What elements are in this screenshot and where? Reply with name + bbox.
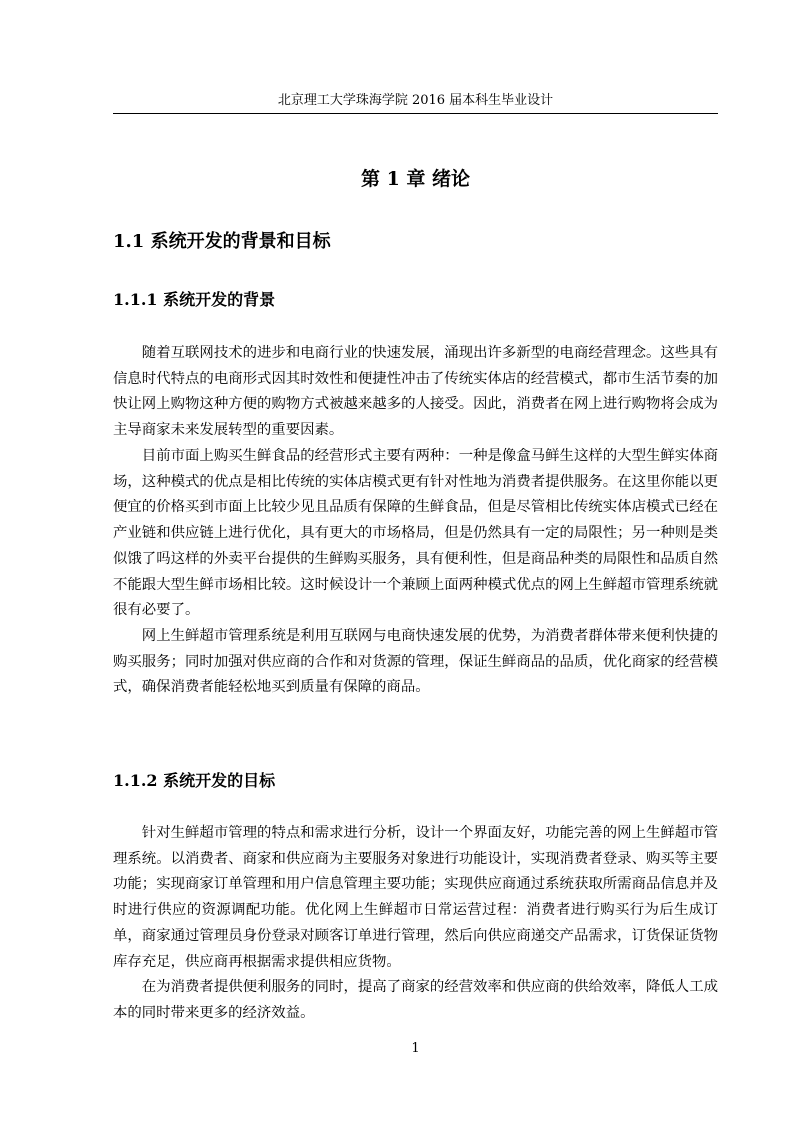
section-heading-1-1: 1.1 系统开发的背景和目标 [113, 231, 331, 252]
section-heading-1-1-1: 1.1.1 系统开发的背景 [113, 290, 276, 309]
chapter-title: 第 1 章 绪论 [360, 168, 471, 190]
page-number: 1 [411, 1041, 420, 1056]
paragraph-background-1: 随着互联网技术的进步和电商行业的快速发展，涌现出许多新型的电商经营理念。这些具有信息时代特点的电商形式因其时效性和便捷性冲击了传统实体店的经营模式，都市生活节奏的加快让网上购物这种方便的购物方式被越来越多的人接受。因此，消费者在网上进行购物将会成为主导商家未来发展转型的重要因素。 [113, 345, 718, 439]
paragraph-goal-1: 针对生鲜超市管理的特点和需求进行分析，设计一个界面友好，功能完善的网上生鲜超市管理系统。以消费者、商家和供应商为主要服务对象进行功能设计，实现消费者登录、购买等主要功能；实现商家订单管理和用户信息管理主要功能；实现供应商通过系统获取所需商品信息并及时进行供应的资源调配功能。优化网上生鲜超市日常运营过程：消费者进行购买行为后生成订单，商家通过管理员身份登录对顾客订单进行管理，然后向供应商递交产品需求，订货保证货物库存充足，供应商再根据需求提供相应货物。 [113, 825, 718, 970]
header-rule [113, 113, 718, 114]
section-heading-1-1-2: 1.1.2 系统开发的目标 [113, 771, 276, 790]
paragraph-background-2: 目前市面上购买生鲜食品的经营形式主要有两种：一种是像盒马鲜生这样的大型生鲜实体商场，这种模式的优点是相比传统的实体店模式更有针对性地为消费者提供服务。在这里你能以更便宜的价格买到市面上比较少见且品质有保障的生鲜食品，但是尽管相比传统实体店模式已经在产业链和供应链上进行优化，具有更大的市场格局，但是仍然具有一定的局限性；另一种则是类似饿了吗这样的外卖平台提供的生鲜购买服务，具有便利性，但是商品种类的局限性和品质自然不能跟大型生鲜市场相比较。这时候设计一个兼顾上面两种模式优点的网上生鲜超市管理系统就很有必要了。 [113, 448, 718, 619]
paragraph-background-3: 网上生鲜超市管理系统是利用互联网与电商快速发展的优势，为消费者群体带来便利快捷的购买服务；同时加强对供应商的合作和对货源的管理，保证生鲜商品的品质，优化商家的经营模式，确保消费者能轻松地买到质量有保障的商品。 [113, 628, 718, 696]
paragraph-goal-2: 在为消费者提供便利服务的同时，提高了商家的经营效率和供应商的供给效率，降低人工成本的同时带来更多的经济效益。 [113, 979, 718, 1021]
running-header: 北京理工大学珠海学院 2016 届本科生毕业设计 [277, 93, 554, 108]
